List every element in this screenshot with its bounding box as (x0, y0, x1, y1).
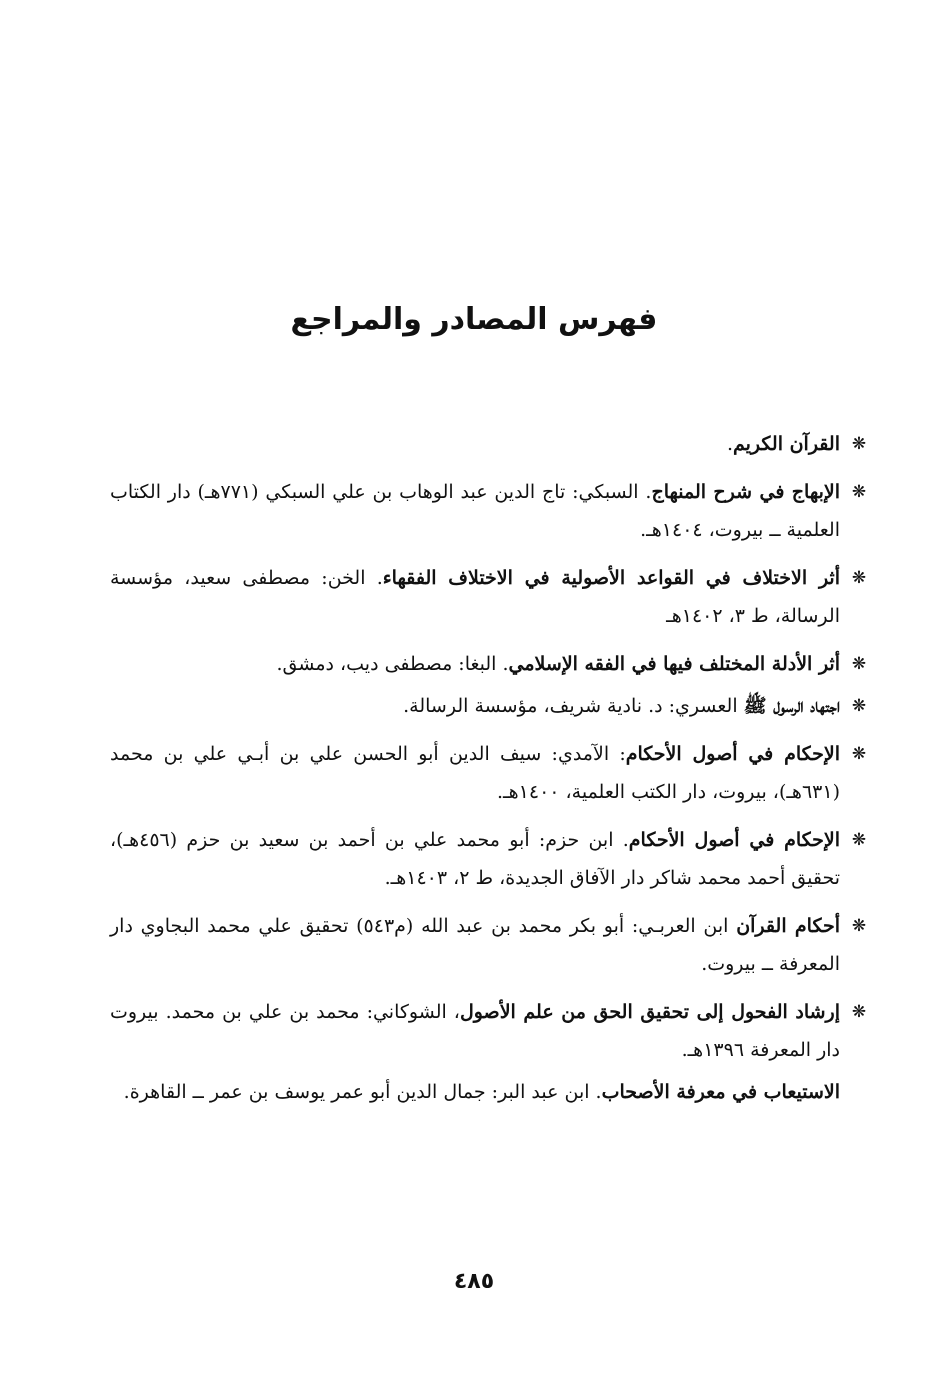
entry-title: اجتهاد الرسول ﷺ (743, 695, 840, 717)
entry-details: ابن العربـي: أبو بكر محمد بن عبد الله (م٥٤٣) تحقيق علي محمد البجاوي دار المعرفة ــ بيروت. (110, 915, 840, 975)
bullet-asterisk-icon: ❋ (851, 434, 867, 454)
bibliography-entry (110, 821, 867, 897)
page-title: فهرس المصادر والمراجع (290, 302, 658, 337)
bibliography-entry (110, 425, 867, 463)
entry-details: العسري: د. نادية شريف، مؤسسة الرسالة. (403, 695, 744, 717)
bibliography-entry (110, 687, 867, 725)
entry-title: إرشاد الفحول إلى تحقيق الحق من علم الأصول (459, 1001, 840, 1023)
entry-details: . (726, 433, 733, 455)
bibliography-entry (110, 645, 867, 683)
entry-title: أثر الأدلة المختلف فيها في الفقه الإسلامي (508, 653, 840, 675)
bibliography-entry (110, 907, 867, 983)
bullet-asterisk-icon: ❋ (851, 696, 867, 716)
entry-details: . البغا: مصطفى ديب، دمشق. (276, 653, 509, 675)
entry-title: الإحكام في أصول الأحكام (628, 829, 841, 851)
entry-title: الإحكام في أصول الأحكام (625, 743, 840, 765)
bullet-asterisk-icon: ❋ (851, 568, 867, 588)
entry-title: أحكام القرآن (736, 915, 840, 937)
entry-title: أثر الاختلاف في القواعد الأصولية في الاختلاف الفقهاء (382, 567, 840, 589)
bullet-asterisk-icon: ❋ (851, 482, 867, 502)
entry-details: . ابن عبد البر: جمال الدين أبو عمر يوسف بن عمر ــ القاهرة. (123, 1081, 602, 1103)
entry-details: ، الشوكاني: محمد بن علي بن محمد. بيروت دار المعرفة ١٣٩٦هـ. (110, 1001, 840, 1061)
entry-details: . السبكي: تاج الدين عبد الوهاب بن علي السبكي (٧٧١هـ) دار الكتاب العلمية ــ بيروت، ١٤٠٤هـ. (110, 481, 840, 541)
entry-title: الاستيعاب في معرفة الأصحاب (601, 1081, 840, 1103)
bibliography-entry (110, 559, 867, 635)
bullet-asterisk-icon: ❋ (851, 1002, 867, 1022)
bibliography-entry (110, 473, 867, 549)
entry-title: القرآن الكريم (733, 433, 840, 455)
bibliography-entry (110, 993, 867, 1069)
bibliography-list (110, 425, 867, 1121)
bibliography-entry (110, 735, 867, 811)
bullet-asterisk-icon: ❋ (851, 654, 867, 674)
page-number: ٤٨٥ (453, 1269, 495, 1294)
bullet-asterisk-icon: ❋ (851, 744, 867, 764)
bibliography-entry (110, 1073, 840, 1111)
bullet-asterisk-icon: ❋ (851, 916, 867, 936)
entry-details: : الآمدي: سيف الدين أبو الحسن علي بن أبـي علي بن محمد (٦٣١هـ)، بيروت، دار الكتب العلمية، ١٤٠٠هـ. (110, 743, 840, 803)
entry-details: . الخن: مصطفى سعيد، مؤسسة الرسالة، ط ٣، ١٤٠٢هـ (110, 567, 840, 627)
bullet-asterisk-icon: ❋ (851, 830, 867, 850)
entry-title: الإبهاج في شرح المنهاج (651, 481, 840, 503)
entry-details: . ابن حزم: أبو محمد علي بن أحمد بن سعيد بن حزم (٤٥٦هـ)، تحقيق أحمد محمد شاكر دار الآفاق الجديدة، ط ٢، ١٤٠٣هـ. (110, 829, 840, 889)
